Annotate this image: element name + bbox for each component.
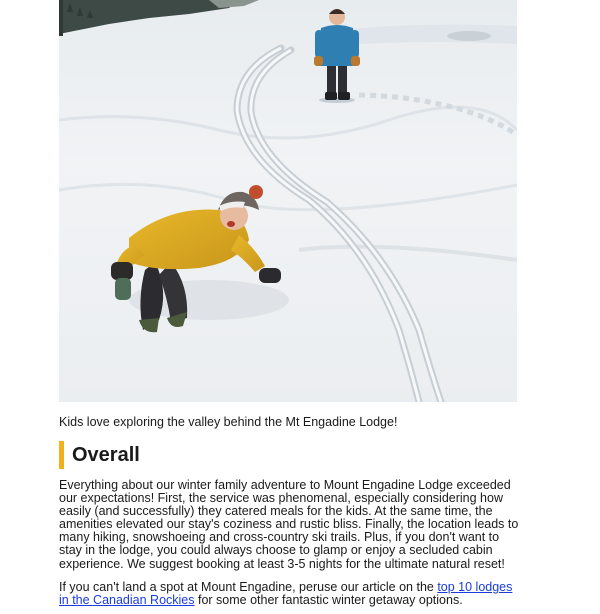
overall-paragraph: Everything about our winter family adventure to Mount Engadine Lodge exceeded our expectations! First, the service was phenomenal, especially considering how easily (and successfully) they catered meals for the kids. At the same time, the amenities elevated our stay's coziness and rustic bliss. Finally, the location leads to many hiking, snowshoeing and cross-country ski trails. Plus, if you don't want to stay in the lodge, you could always choose to glamp or enjoy a secluded cabin experience. We suggest booking at least 3-5 nights for the ultimate natural reset! — [59, 478, 519, 571]
lodges-paragraph-intro: If you can't land a spot at Mount Engadine, peruse our article on the — [59, 580, 438, 594]
section-heading-text: Overall — [72, 444, 140, 466]
lodges-paragraph — [59, 581, 519, 607]
article-photo — [59, 0, 517, 402]
lodges-paragraph-outro: for some other fantastic winter getaway options. — [194, 593, 463, 608]
section-heading — [59, 441, 140, 469]
heading-accent-bar — [59, 441, 64, 469]
photo-caption: Kids love exploring the valley behind the Mt Engadine Lodge! — [59, 415, 398, 429]
top-10-lodges-link[interactable]: top 10 lodges in the Canadian Rockies — [59, 580, 513, 608]
